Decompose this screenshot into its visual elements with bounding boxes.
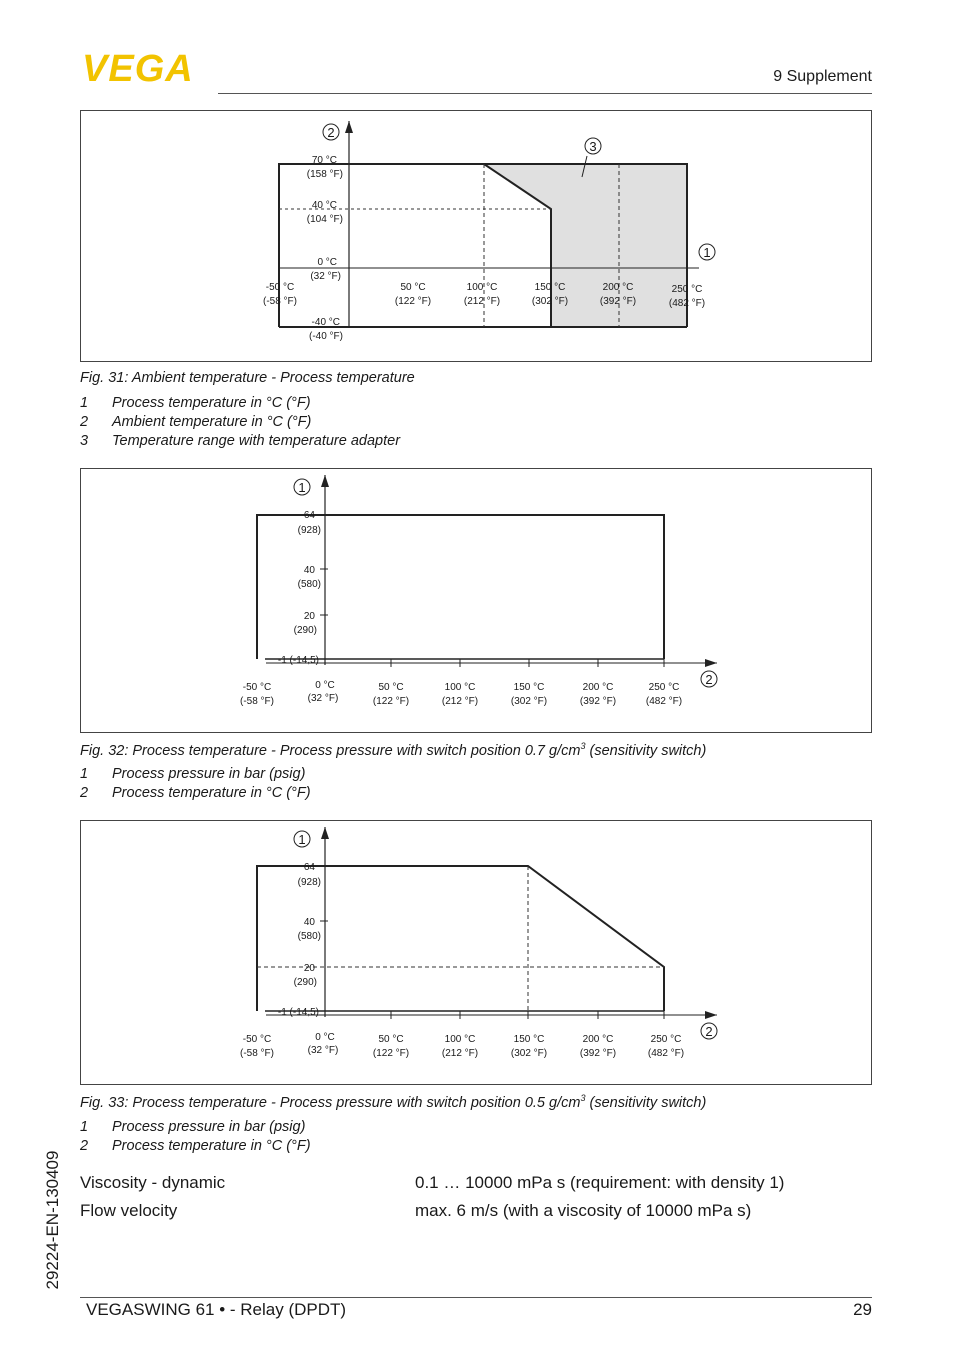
x-tick-50: 50 °C	[378, 682, 404, 693]
property-label: Flow velocity	[80, 1201, 178, 1220]
x-tick-200: 200 °C	[602, 282, 634, 293]
x-tick-200: 200 °C	[582, 682, 614, 693]
y-tick-neg40: -40 °C	[311, 317, 340, 328]
y-tick-40: 40	[303, 565, 315, 576]
x-tick-100-f: (212 °F)	[463, 296, 501, 307]
y-tick-20: 20	[303, 963, 315, 974]
x-tick-200-f: (392 °F)	[579, 696, 617, 707]
figure-31-legend	[80, 395, 400, 449]
x-tick-neg50-f: (-58 °F)	[263, 296, 297, 307]
figure-33-frame	[80, 820, 872, 1085]
callout-2: 2	[327, 125, 335, 140]
x-tick-50: 50 °C	[400, 282, 426, 293]
legend-item: 3 Temperature range with temperature adapter	[80, 433, 401, 449]
y-tick-40-psi: (580)	[297, 931, 321, 942]
legend-item: 1 Process temperature in °C (°F)	[80, 395, 311, 411]
callout-3: 3	[589, 139, 597, 154]
legend-item: 2 Process temperature in °C (°F)	[80, 785, 311, 801]
y-tick-40: 40 °C	[311, 200, 337, 211]
y-tick-40-psi: (580)	[297, 579, 321, 590]
legend-item: 2 Process temperature in °C (°F)	[80, 1138, 311, 1154]
x-tick-100: 100 °C	[444, 1034, 476, 1045]
legend-item: 1 Process pressure in bar (psig)	[80, 1119, 306, 1135]
x-tick-200-f: (392 °F)	[599, 296, 637, 307]
callout-2: 2	[705, 1024, 713, 1039]
figure-32-caption: Fig. 32: Process temperature - Process pressure with switch position 0.7 $g/cm^3$ (sensitivity switch)	[80, 741, 707, 759]
y-tick-64-psi: (928)	[297, 877, 321, 888]
x-tick-250: 250 °C	[650, 1034, 682, 1045]
figure-32-frame	[80, 468, 872, 733]
page-number: 29	[853, 1300, 872, 1319]
figure-31-caption: Fig. 31: Ambient temperature - Process temperature	[80, 370, 415, 386]
y-axis-arrow	[321, 475, 329, 487]
property-value: max. 6 m/s (with a viscosity of 10000 mPa s)	[415, 1201, 752, 1220]
footer-rule	[80, 1297, 872, 1298]
section-title: 9 Supplement	[773, 68, 872, 85]
x-tick-100: 100 °C	[444, 682, 476, 693]
figure-33-caption: Fig. 33: Process temperature - Process pressure with switch position 0.5 $g/cm^3$ (sensitivity switch)	[80, 1093, 707, 1111]
x-tick-neg50-f: (-58 °F)	[240, 696, 274, 707]
x-tick-150-f: (302 °F)	[510, 696, 548, 707]
x-tick-0: 0 °C	[315, 680, 335, 691]
y-tick-64-psi: (928)	[297, 525, 321, 536]
callout-1: 1	[298, 480, 306, 495]
svg-text:VEGA: VEGA	[82, 50, 194, 84]
adapter-range-area	[484, 164, 687, 327]
x-tick-150-f: (302 °F)	[510, 1048, 548, 1059]
y-tick-neg1: -1 (-14,5)	[277, 655, 319, 666]
header-rule	[218, 93, 872, 94]
figure-32-chart	[81, 469, 873, 734]
y-tick-64: 64	[303, 862, 315, 873]
y-tick-70-f: (158 °F)	[306, 169, 343, 180]
figure-33-legend	[80, 1119, 311, 1154]
y-tick-40: 40	[303, 917, 315, 928]
x-tick-50: 50 °C	[378, 1034, 404, 1045]
x-tick-50-f: (122 °F)	[372, 696, 410, 707]
legend-item: 1 Process pressure in bar (psig)	[80, 766, 306, 782]
y-tick-0-f: (32 °F)	[310, 271, 341, 282]
x-tick-100-f: (212 °F)	[441, 1048, 479, 1059]
y-tick-0: 0 °C	[317, 257, 337, 268]
x-tick-200-f: (392 °F)	[579, 1048, 617, 1059]
document-code: 29224-EN-130409	[43, 1150, 62, 1290]
y-tick-70: 70 °C	[311, 155, 337, 166]
y-tick-20: 20	[303, 611, 315, 622]
y-tick-64: 64	[303, 510, 315, 521]
x-tick-250-f: (482 °F)	[668, 298, 706, 309]
x-tick-0-f: (32 °F)	[307, 693, 339, 704]
callout-1: 1	[703, 245, 711, 260]
x-tick-100-f: (212 °F)	[441, 696, 479, 707]
x-tick-150: 150 °C	[513, 682, 545, 693]
figure-33-chart	[81, 821, 873, 1086]
x-tick-neg50-f: (-58 °F)	[240, 1048, 274, 1059]
footer-product: VEGASWING 61 • - Relay (DPDT)	[86, 1300, 347, 1319]
legend-item: 2 Ambient temperature in °C (°F)	[80, 414, 312, 430]
x-axis-arrow	[705, 1011, 717, 1019]
x-tick-neg50: -50 °C	[242, 1034, 272, 1045]
x-tick-100: 100 °C	[466, 282, 498, 293]
callout-2: 2	[705, 672, 713, 687]
figure-31-chart	[81, 111, 873, 363]
x-tick-0-f: (32 °F)	[307, 1045, 339, 1056]
x-tick-150: 150 °C	[513, 1034, 545, 1045]
x-tick-50-f: (122 °F)	[394, 296, 432, 307]
y-axis-arrow	[345, 121, 353, 133]
figure-32-legend	[80, 766, 311, 801]
y-tick-40-f: (104 °F)	[306, 214, 343, 225]
y-tick-20-psi: (290)	[293, 977, 317, 988]
x-tick-150-f: (302 °F)	[531, 296, 569, 307]
property-value: 0.1 … 10000 mPa s (requirement: with density 1)	[415, 1173, 785, 1192]
x-tick-250: 250 °C	[648, 682, 680, 693]
x-axis-arrow	[705, 659, 717, 667]
y-tick-20-psi: (290)	[293, 625, 317, 636]
y-tick-neg1: -1 (-14,5)	[277, 1007, 319, 1018]
x-tick-50-f: (122 °F)	[372, 1048, 410, 1059]
x-tick-200: 200 °C	[582, 1034, 614, 1045]
x-tick-250: 250 °C	[671, 284, 703, 295]
x-tick-250-f: (482 °F)	[647, 1048, 685, 1059]
vega-logo	[82, 50, 212, 84]
x-tick-neg50: -50 °C	[265, 282, 295, 293]
y-axis-arrow	[321, 827, 329, 839]
x-tick-neg50: -50 °C	[242, 682, 272, 693]
y-tick-neg40-f: (-40 °F)	[309, 331, 343, 342]
callout-1: 1	[298, 832, 306, 847]
figure-31-frame	[80, 110, 872, 362]
property-label: Viscosity - dynamic	[80, 1173, 226, 1192]
x-tick-0: 0 °C	[315, 1032, 335, 1043]
x-tick-150: 150 °C	[534, 282, 566, 293]
x-tick-250-f: (482 °F)	[645, 696, 683, 707]
